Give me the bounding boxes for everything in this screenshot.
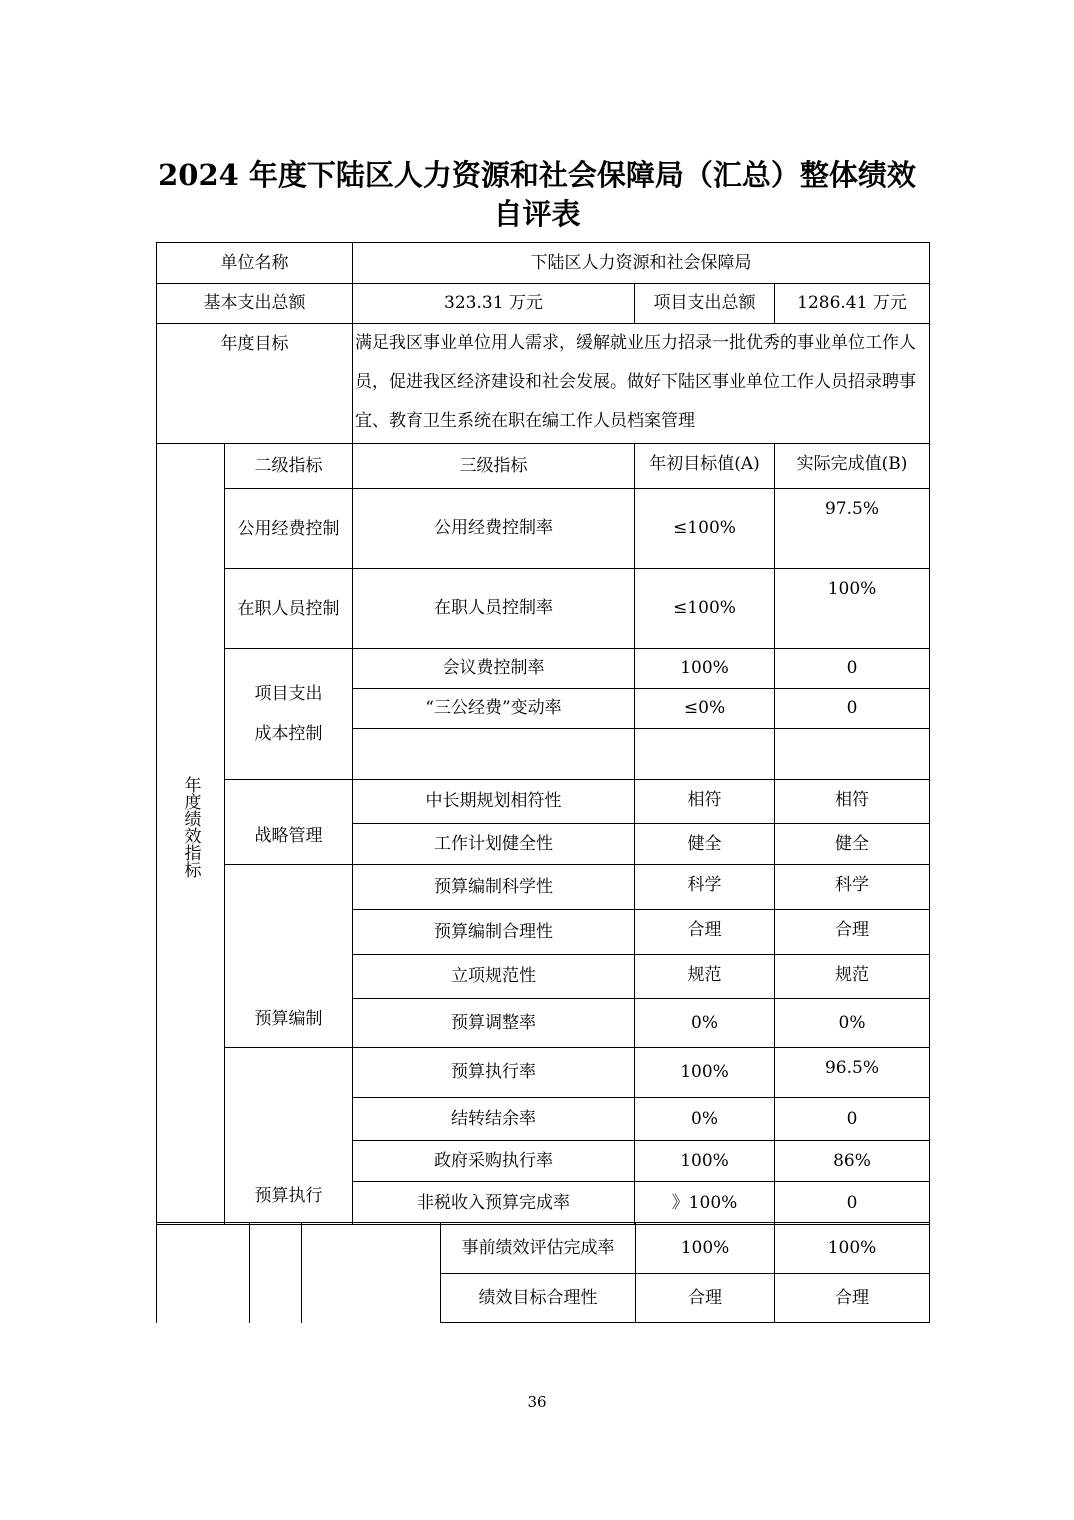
lower-empty-cell xyxy=(250,1223,302,1323)
document-title-line2: 自评表 xyxy=(493,197,581,231)
indicator-actual: 相符 xyxy=(775,780,930,824)
col-header-target: 年初目标值(A) xyxy=(635,444,775,489)
indicator-name: 公用经费控制率 xyxy=(353,489,635,569)
lower-empty-cell xyxy=(302,1223,441,1323)
indicator-actual: 科学 xyxy=(775,865,930,910)
indicator-actual: 97.5% xyxy=(775,489,930,569)
indicator-actual: 0 xyxy=(775,1098,930,1141)
annual-goal-value: 满足我区事业单位用人需求，缓解就业压力招录一批优秀的事业单位工作人员，促进我区经济建设和社会发展。做好下陆区事业单位工作人员招录聘事宜、教育卫生系统在职在编工作人员档案管理 xyxy=(353,324,930,444)
indicator-actual: 合理 xyxy=(775,910,930,955)
document-title: 2024 年度下陆区人力资源和社会保障局（汇总）整体绩效 xyxy=(158,158,916,192)
indicator-name: 工作计划健全性 xyxy=(353,824,635,865)
indicator-actual: 0 xyxy=(775,689,930,729)
lower-table-fragment xyxy=(156,1222,930,1323)
project-expense-label: 项目支出总额 xyxy=(635,284,775,324)
indicator-target: 科学 xyxy=(635,865,775,910)
indicator-target: 相符 xyxy=(635,780,775,824)
indicator-target: 100% xyxy=(635,649,775,689)
indicator-actual: 100% xyxy=(775,1223,930,1274)
indicator-actual: 合理 xyxy=(775,1274,930,1323)
indicator-target xyxy=(635,729,775,780)
basic-expense-label: 基本支出总额 xyxy=(157,284,353,324)
indicator-target: 》100% xyxy=(635,1182,775,1225)
section-label: 年度绩效指标 xyxy=(180,775,201,878)
indicator-target: ≤0% xyxy=(635,689,775,729)
section-label-cell xyxy=(157,444,225,1225)
unit-name-label: 单位名称 xyxy=(157,243,353,284)
indicator-name: 预算调整率 xyxy=(353,999,635,1048)
indicator-target: 100% xyxy=(636,1223,775,1274)
basic-expense-value: 323.31 万元 xyxy=(353,284,635,324)
col-header-level3: 三级指标 xyxy=(353,444,635,489)
project-expense-value: 1286.41 万元 xyxy=(775,284,930,324)
indicator-target: 规范 xyxy=(635,955,775,999)
indicator-name: 立项规范性 xyxy=(353,955,635,999)
indicator-actual: 96.5% xyxy=(775,1048,930,1098)
page-number: 36 xyxy=(527,1393,547,1411)
indicator-name: 会议费控制率 xyxy=(353,649,635,689)
indicator-name: 政府采购执行率 xyxy=(353,1141,635,1182)
performance-table xyxy=(156,242,930,1225)
group-budget-prep: 预算编制 xyxy=(225,865,353,1048)
indicator-target: ≤100% xyxy=(635,489,775,569)
indicator-actual: 健全 xyxy=(775,824,930,865)
indicator-name: 预算编制科学性 xyxy=(353,865,635,910)
indicator-name xyxy=(353,729,635,780)
indicator-actual: 0 xyxy=(775,1182,930,1225)
indicator-name: “三公经费”变动率 xyxy=(353,689,635,729)
col-header-actual: 实际完成值(B) xyxy=(775,444,930,489)
indicator-name: 中长期规划相符性 xyxy=(353,780,635,824)
indicator-actual: 100% xyxy=(775,569,930,649)
indicator-target: 0% xyxy=(635,1098,775,1141)
indicator-name: 非税收入预算完成率 xyxy=(353,1182,635,1225)
indicator-name: 绩效目标合理性 xyxy=(441,1274,636,1323)
indicator-actual: 86% xyxy=(775,1141,930,1182)
indicator-name: 预算执行率 xyxy=(353,1048,635,1098)
group-staff-control: 在职人员控制 xyxy=(225,569,353,649)
indicator-actual: 0 xyxy=(775,649,930,689)
indicator-name: 结转结余率 xyxy=(353,1098,635,1141)
indicator-actual: 规范 xyxy=(775,955,930,999)
indicator-target: 合理 xyxy=(636,1274,775,1323)
indicator-actual: 0% xyxy=(775,999,930,1048)
indicator-name: 预算编制合理性 xyxy=(353,910,635,955)
indicator-target: 100% xyxy=(635,1048,775,1098)
group-project-cost: 项目支出成本控制 xyxy=(225,649,353,780)
indicator-name: 在职人员控制率 xyxy=(353,569,635,649)
unit-name-value: 下陆区人力资源和社会保障局 xyxy=(353,243,930,284)
indicator-actual xyxy=(775,729,930,780)
indicator-target: 0% xyxy=(635,999,775,1048)
group-public-funds: 公用经费控制 xyxy=(225,489,353,569)
indicator-name: 事前绩效评估完成率 xyxy=(441,1223,636,1274)
annual-goal-label: 年度目标 xyxy=(157,324,353,444)
indicator-target: 100% xyxy=(635,1141,775,1182)
indicator-target: 合理 xyxy=(635,910,775,955)
lower-empty-cell xyxy=(157,1223,250,1323)
group-budget-exec: 预算执行 xyxy=(225,1048,353,1225)
col-header-level2: 二级指标 xyxy=(225,444,353,489)
group-strategy: 战略管理 xyxy=(225,780,353,865)
indicator-target: 健全 xyxy=(635,824,775,865)
indicator-target: ≤100% xyxy=(635,569,775,649)
